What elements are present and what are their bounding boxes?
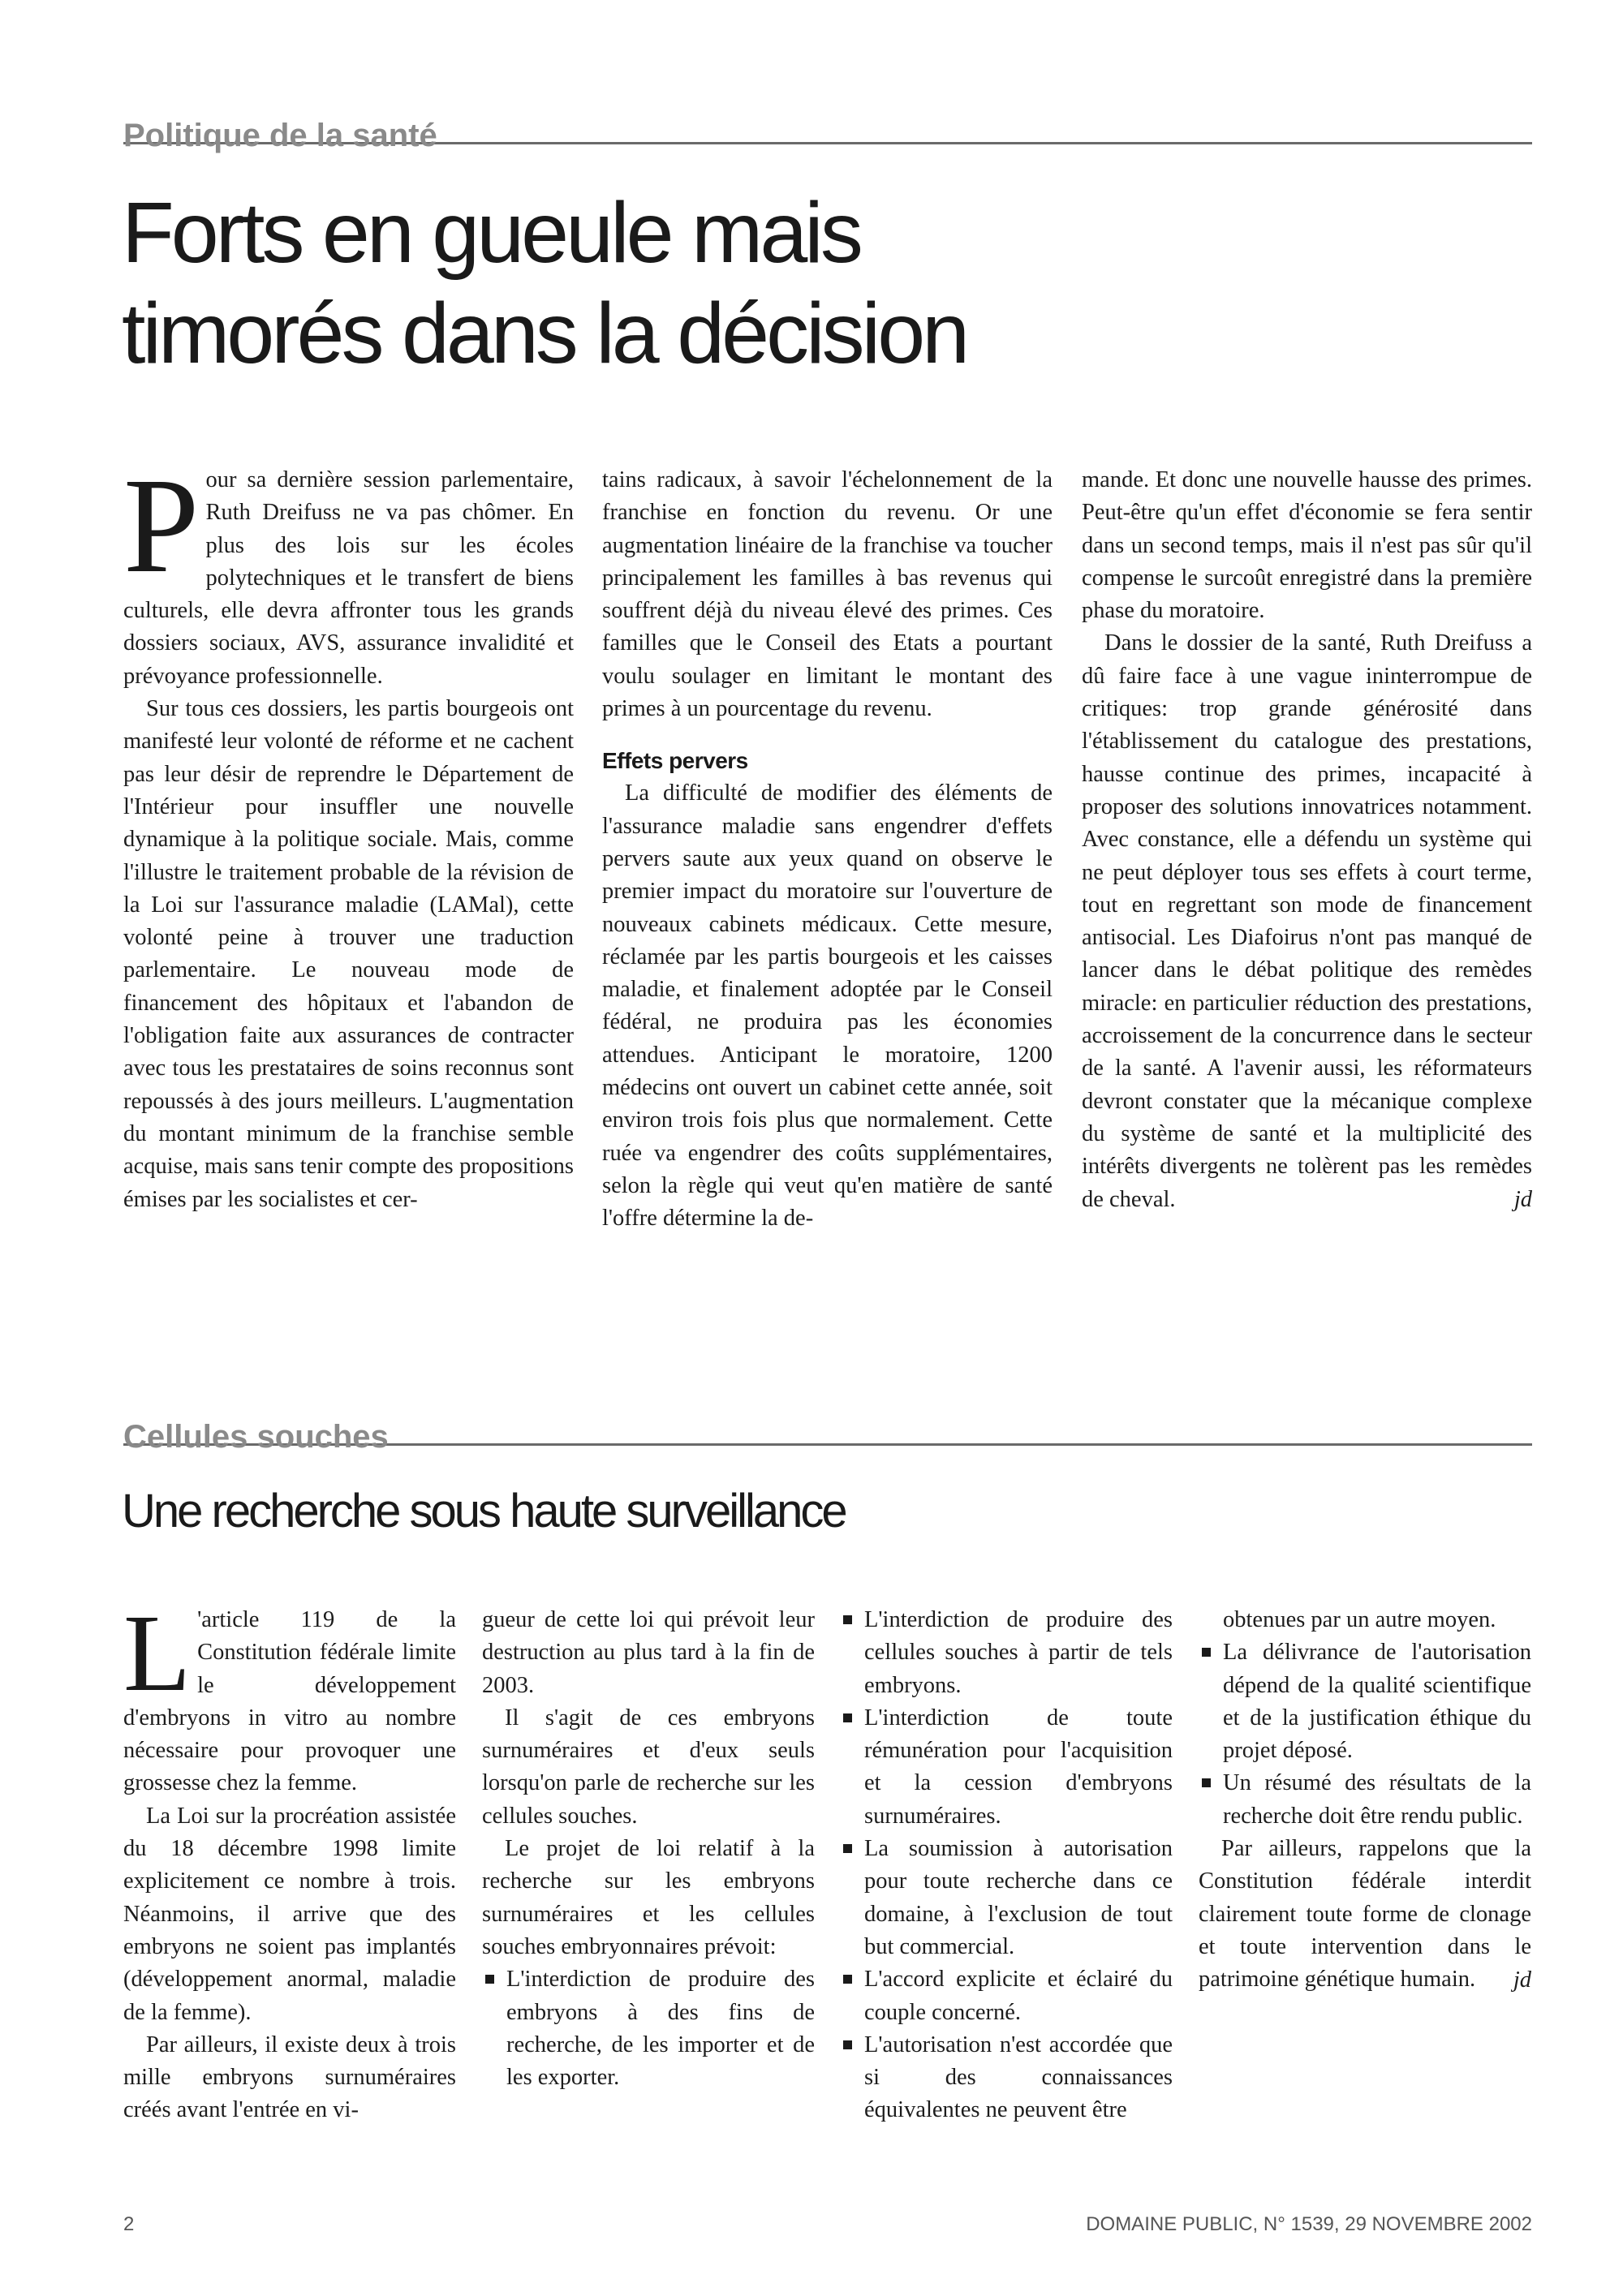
paragraph: Par ailleurs, il existe deux à trois mille embryons surnuméraires créés avant l'entrée en vi-: [123, 2032, 456, 2123]
author-signature: jd: [1513, 1186, 1532, 1212]
section-rubric-sante: [123, 118, 1532, 153]
paragraph: Le projet de loi relatif à la recherche sur les embryons surnuméraires et les cellules souches embryonnaires prévoit:: [482, 1836, 815, 1959]
list-item: La soumission à autorisation pour toute recherche dans ce domaine, à l'exclusion de tout but commercial.: [840, 1833, 1173, 1963]
paragraph: obtenues par un autre moyen.: [1223, 1607, 1496, 1632]
title-line-2: timorés dans la décision: [122, 286, 967, 381]
paragraph: La Loi sur la procréation assistée du 18 décembre 1998 limite explicitement ce nombre à trois. Néanmoins, il arrive que des embryons ne soient pas implantés (développement anormal, maladie de la femme).: [123, 1803, 456, 2025]
rubric-label: Politique de la santé: [123, 118, 437, 153]
bullet-list: [840, 1604, 1173, 2127]
article-title: [122, 183, 1339, 384]
subheading: Effets pervers: [602, 748, 748, 774]
list-item: L'autorisation n'est accordée que si des connaissances équivalentes ne peuvent être: [840, 2029, 1173, 2127]
publication-info: DOMAINE PUBLIC, N° 1539, 29 NOVEMBRE 2002: [1086, 2213, 1532, 2235]
article1-column-3: [1082, 464, 1532, 1216]
title-line-1: Forts en gueule mais: [122, 185, 860, 281]
list-item: Un résumé des résultats de la recherche doit être rendu public.: [1199, 1767, 1531, 1833]
article1-column-1: [123, 450, 574, 1216]
list-item: L'interdiction de produire des cellules souches à partir de tels embryons.: [840, 1604, 1173, 1702]
paragraph: La difficulté de modifier des éléments de l'assurance maladie sans engendrer d'effets pervers saute aux yeux quand on observe le premier impact du moratoire sur l'ouverture de nouveaux cabinets médicaux. Cette mesure, réclamée par les partis bourgeois et les caisses maladie, et finalement adoptée par le Conseil fédéral, ne produira pas les économies attendues. Anticipant le moratoire, 1200 médecins ont ouvert un cabinet cette année, soit environ trois fois plus que normalement. Cette ruée va engendrer des coûts supplémentaires, selon la règle qui veut qu'en matière de santé l'offre détermine la de-: [602, 780, 1053, 1232]
list-item: L'interdiction de toute rémunération pour l'acquisition et la cession d'embryons surnuméraires.: [840, 1702, 1173, 1833]
article2-column-4: [1199, 1604, 1531, 1997]
paragraph: L 'article 119 de la Constitution fédérale limite le développement d'embryons in vitro au nombre nécessaire pour provoquer une grossesse chez la femme.: [123, 1593, 456, 1796]
article2-column-2: [482, 1604, 815, 2094]
list-item: L'interdiction de produire des embryons à des fins de recherche, de les importer et de les exporter.: [482, 1963, 815, 2094]
page-number: 2: [123, 2213, 135, 2235]
rubric-label: Cellules souches: [123, 1419, 389, 1455]
section-rubric-cellules: [123, 1419, 1532, 1455]
paragraph: gueur de cette loi qui prévoit leur destruction au plus tard à la fin de 2003.: [482, 1607, 815, 1698]
paragraph: Il s'agit de ces embryons surnuméraires et d'eux seuls lorsqu'on parle de recherche sur les cellules souches.: [482, 1705, 815, 1829]
article2-column-3: [840, 1604, 1173, 2127]
bullet-list: [482, 1963, 815, 2094]
paragraph: Pour sa dernière session parlementaire, Ruth Dreifuss ne va pas chômer. En plus des lois sur les écoles polytechniques et le transfert de biens culturels, elle devra affronter tous les grands dossiers sociaux, AVS, assurance invalidité et prévoyance professionnelle.: [123, 450, 574, 689]
drop-cap: L: [123, 1593, 192, 1714]
paragraph: tains radicaux, à savoir l'échelonnement de la franchise en fonction du revenu. Or une augmentation linéaire de la franchise va toucher principalement les familles à bas revenus qui souffrent déjà du niveau élevé des primes. Ces familles que le Conseil des Etats a pourtant voulu soulager en limitant le montant des primes à un pourcentage du revenu.: [602, 467, 1053, 722]
article1-column-2: [602, 464, 1053, 1236]
author-signature: jd: [1513, 1967, 1531, 1993]
paragraph: mande. Et donc une nouvelle hausse des primes. Peut-être qu'un effet d'économie se fera sentir dans un second temps, mais il n'est pas sûr qu'il compense le surcoût enregistré dans la première phase du moratoire.: [1082, 467, 1532, 624]
list-item: L'accord explicite et éclairé du couple concerné.: [840, 1963, 1173, 2029]
list-item: La délivrance de l'autorisation dépend de la qualité scientifique et de la justification éthique du projet déposé.: [1199, 1636, 1531, 1767]
bullet-list: [1199, 1636, 1531, 1833]
paragraph: Dans le dossier de la santé, Ruth Dreifuss a dû faire face à une vague ininterrompue de critiques: trop grande générosité dans l'établissement du catalogue des prestations, hausse continue des primes, incapacité à proposer des solutions innovatrices notamment. Avec constance, elle a défendu un système qui ne peut déployer tous ses effets à court terme, tout en regrettant son mode de financement antisocial. Les Diafoirus n'ont pas manqué de lancer dans le débat politique des remèdes miracle: en particulier réduction des prestations, accroissement de la concurrence dans le secteur de la santé. A l'avenir aussi, les réformateurs devront constater que la mécanique complexe du système de santé et la multiplicité des intérêts divergents ne tolèrent pas les remèdes de cheval.: [1082, 630, 1532, 1212]
drop-cap: P: [123, 450, 200, 601]
article2-column-1: [123, 1593, 456, 2127]
paragraph: Sur tous ces dossiers, les partis bourgeois ont manifesté leur volonté de réforme et ne cachent pas leur désir de reprendre le Département de l'Intérieur pour insuffler une nouvelle dynamique à la politique sociale. Mais, comme l'illustre le traitement probable de la révision de la Loi sur l'assurance maladie (LAMal), cette volonté peine à trouver une traduction parlementaire. Le nouveau mode de financement des hôpitaux et l'abandon de l'obligation faite aux assurances de contracter avec tous les prestataires de soins reconnus sont repoussés à des jours meilleurs. L'augmentation du montant minimum de la franchise semble acquise, mais sans tenir compte des propositions émises par les socialistes et cer-: [123, 696, 574, 1212]
paragraph: Par ailleurs, rappelons que la Constitution fédérale interdit clairement toute forme de clonage et toute intervention dans le patrimoine génétique humain.: [1199, 1836, 1531, 1993]
article2-title: Une recherche sous haute surveillance: [122, 1485, 846, 1537]
